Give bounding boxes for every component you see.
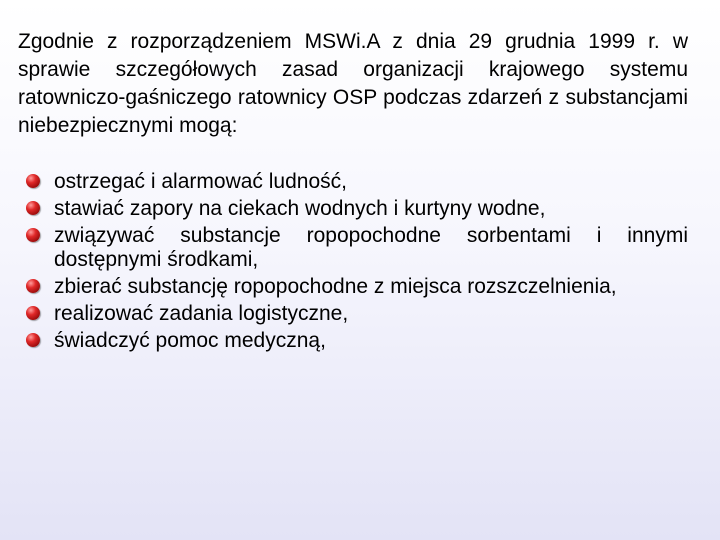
bullet-icon — [26, 306, 40, 320]
list-item-text: świadczyć pomoc medyczną, — [54, 329, 326, 352]
list-item — [18, 197, 688, 221]
list-item-text: realizować zadania logistyczne, — [54, 302, 349, 325]
slide-content — [18, 28, 688, 356]
list-item-text: stawiać zapory na ciekach wodnych i kurtyny wodne, — [54, 197, 546, 220]
list-item-text: ostrzegać i alarmować ludność, — [54, 170, 347, 193]
list-item — [18, 329, 688, 353]
list-item-text: zbierać substancję ropopochodne z miejsca rozszczelnienia, — [54, 275, 617, 298]
list-item — [18, 170, 688, 194]
list-item-text: związywać substancje ropopochodne sorbentami i innymi dostępnymi środkami, — [54, 224, 688, 271]
intro-paragraph: Zgodnie z rozporządzeniem MSWi.A z dnia 29 grudnia 1999 r. w sprawie szczegółowych zasad organizacji krajowego systemu ratowniczo-gaśniczego ratownicy OSP podczas zdarzeń z substancjami niebezpiecznymi mogą: — [18, 30, 688, 137]
bullet-icon — [26, 279, 40, 293]
list-item — [18, 224, 688, 272]
bullet-icon — [26, 228, 40, 242]
list-item — [18, 302, 688, 326]
bullet-icon — [26, 174, 40, 188]
bullet-list — [18, 170, 688, 353]
bullet-icon — [26, 333, 40, 347]
list-item — [18, 275, 688, 299]
bullet-icon — [26, 201, 40, 215]
